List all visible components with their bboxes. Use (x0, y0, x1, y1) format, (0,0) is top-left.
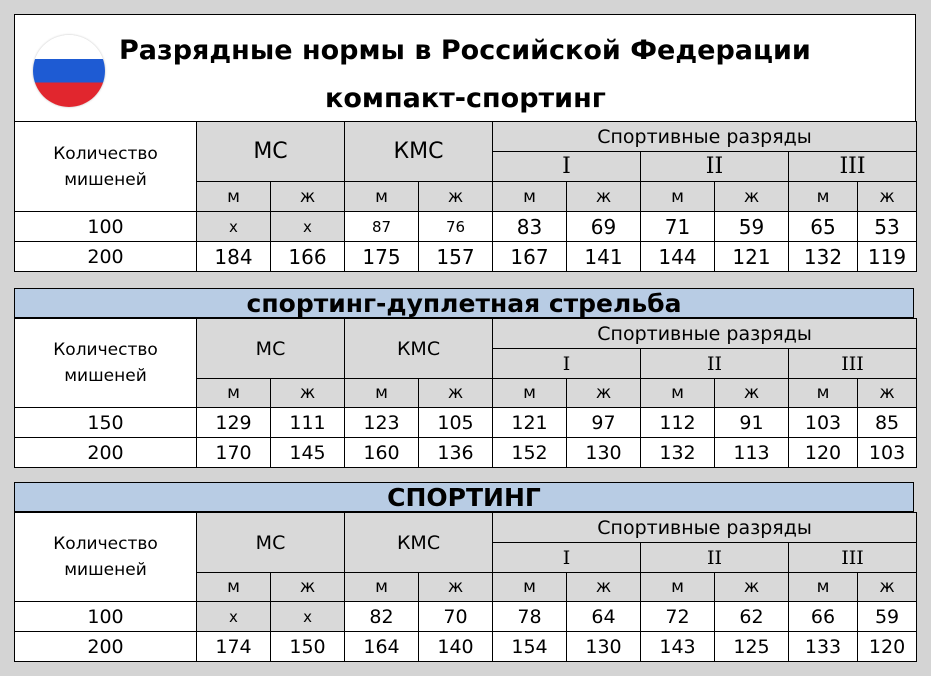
kms-header: КМС (345, 319, 493, 379)
female-label: ж (567, 379, 641, 408)
value-cell: 66 (789, 602, 858, 632)
value-cell: 132 (641, 438, 715, 468)
value-cell: х (197, 212, 271, 242)
female-label: ж (567, 182, 641, 212)
page-title: Разрядные нормы в Российской Федерации (119, 35, 811, 66)
value-cell: х (271, 602, 345, 632)
female-label: ж (715, 573, 789, 602)
value-cell: 71 (641, 212, 715, 242)
value-cell: 121 (493, 408, 567, 438)
value-cell: 70 (419, 602, 493, 632)
table-sporting-doublet (14, 318, 917, 468)
female-label: ж (858, 573, 917, 602)
value-cell: 120 (789, 438, 858, 468)
value-cell: 130 (567, 632, 641, 662)
value-cell: 69 (567, 212, 641, 242)
ms-header: МС (197, 319, 345, 379)
value-cell: 97 (567, 408, 641, 438)
male-label: м (197, 182, 271, 212)
value-cell: 130 (567, 438, 641, 468)
rank-2-header: II (641, 152, 789, 182)
section-title: СПОРТИНГ (14, 482, 914, 512)
value-cell: 166 (271, 242, 345, 272)
value-cell: 140 (419, 632, 493, 662)
value-cell: 152 (493, 438, 567, 468)
value-cell: 111 (271, 408, 345, 438)
value-cell: 72 (641, 602, 715, 632)
value-cell: 91 (715, 408, 789, 438)
value-cell: 174 (197, 632, 271, 662)
value-cell: 184 (197, 242, 271, 272)
male-label: м (789, 379, 858, 408)
female-label: ж (271, 379, 345, 408)
male-label: м (197, 573, 271, 602)
male-label: м (641, 182, 715, 212)
male-label: м (345, 379, 419, 408)
targets-cell: 200 (15, 632, 197, 662)
table-compak-sporting (14, 121, 917, 272)
value-cell: 65 (789, 212, 858, 242)
value-cell: 141 (567, 242, 641, 272)
value-cell: 82 (345, 602, 419, 632)
value-cell: 53 (858, 212, 917, 242)
table-row (15, 438, 917, 468)
female-label: ж (715, 379, 789, 408)
male-label: м (493, 182, 567, 212)
value-cell: 83 (493, 212, 567, 242)
table-row (15, 602, 917, 632)
value-cell: 62 (715, 602, 789, 632)
value-cell: 143 (641, 632, 715, 662)
rank-3-header: III (789, 349, 917, 379)
kms-header: КМС (345, 122, 493, 182)
value-cell: 78 (493, 602, 567, 632)
value-cell: 170 (197, 438, 271, 468)
table-row (15, 212, 917, 242)
value-cell: 112 (641, 408, 715, 438)
ms-header: МС (197, 122, 345, 182)
sport-ranks-header: Спортивные разряды (493, 513, 917, 543)
value-cell: 164 (345, 632, 419, 662)
value-cell: 120 (858, 632, 917, 662)
value-cell: 119 (858, 242, 917, 272)
kms-header: КМС (345, 513, 493, 573)
male-label: м (789, 573, 858, 602)
value-cell: 59 (858, 602, 917, 632)
female-label: ж (271, 573, 345, 602)
value-cell: 150 (271, 632, 345, 662)
male-label: м (641, 379, 715, 408)
targets-cell: 200 (15, 438, 197, 468)
female-label: ж (858, 182, 917, 212)
rank-3-header: III (789, 543, 917, 573)
table-row (15, 408, 917, 438)
value-cell: 129 (197, 408, 271, 438)
value-cell: 125 (715, 632, 789, 662)
female-label: ж (858, 379, 917, 408)
value-cell: х (197, 602, 271, 632)
male-label: м (493, 379, 567, 408)
sport-ranks-header: Спортивные разряды (493, 122, 917, 152)
targets-cell: 200 (15, 242, 197, 272)
rank-2-header: II (641, 543, 789, 573)
female-label: ж (271, 182, 345, 212)
value-cell: 105 (419, 408, 493, 438)
table-row (15, 632, 917, 662)
value-cell: 121 (715, 242, 789, 272)
value-cell: 87 (345, 212, 419, 242)
male-label: м (345, 182, 419, 212)
sport-ranks-header: Спортивные разряды (493, 319, 917, 349)
value-cell: 64 (567, 602, 641, 632)
male-label: м (789, 182, 858, 212)
qty-header: Количество мишеней (15, 319, 197, 408)
value-cell: 145 (271, 438, 345, 468)
rank-1-header: I (493, 543, 641, 573)
targets-cell: 150 (15, 408, 197, 438)
targets-cell: 100 (15, 602, 197, 632)
qty-header: Количество мишеней (15, 122, 197, 212)
page-subtitle: компакт-спортинг (325, 83, 606, 114)
ms-header: МС (197, 513, 345, 573)
value-cell: 154 (493, 632, 567, 662)
targets-cell: 100 (15, 212, 197, 242)
rank-2-header: II (641, 349, 789, 379)
female-label: ж (567, 573, 641, 602)
male-label: м (345, 573, 419, 602)
value-cell: 132 (789, 242, 858, 272)
value-cell: 133 (789, 632, 858, 662)
value-cell: 123 (345, 408, 419, 438)
value-cell: 144 (641, 242, 715, 272)
value-cell: 103 (789, 408, 858, 438)
male-label: м (197, 379, 271, 408)
value-cell: 59 (715, 212, 789, 242)
title-box (14, 14, 916, 122)
value-cell: 103 (858, 438, 917, 468)
qty-header: Количество мишеней (15, 513, 197, 602)
value-cell: 160 (345, 438, 419, 468)
male-label: м (493, 573, 567, 602)
value-cell: 175 (345, 242, 419, 272)
rank-1-header: I (493, 349, 641, 379)
female-label: ж (419, 379, 493, 408)
value-cell: 136 (419, 438, 493, 468)
female-label: ж (715, 182, 789, 212)
rank-3-header: III (789, 152, 917, 182)
value-cell: х (271, 212, 345, 242)
female-label: ж (419, 182, 493, 212)
value-cell: 157 (419, 242, 493, 272)
value-cell: 85 (858, 408, 917, 438)
section-title: спортинг-дуплетная стрельба (14, 288, 914, 318)
table-sporting (14, 512, 917, 662)
male-label: м (641, 573, 715, 602)
value-cell: 113 (715, 438, 789, 468)
female-label: ж (419, 573, 493, 602)
value-cell: 167 (493, 242, 567, 272)
russian-flag-icon (33, 35, 105, 107)
value-cell: 76 (419, 212, 493, 242)
table-row (15, 242, 917, 272)
rank-1-header: I (493, 152, 641, 182)
